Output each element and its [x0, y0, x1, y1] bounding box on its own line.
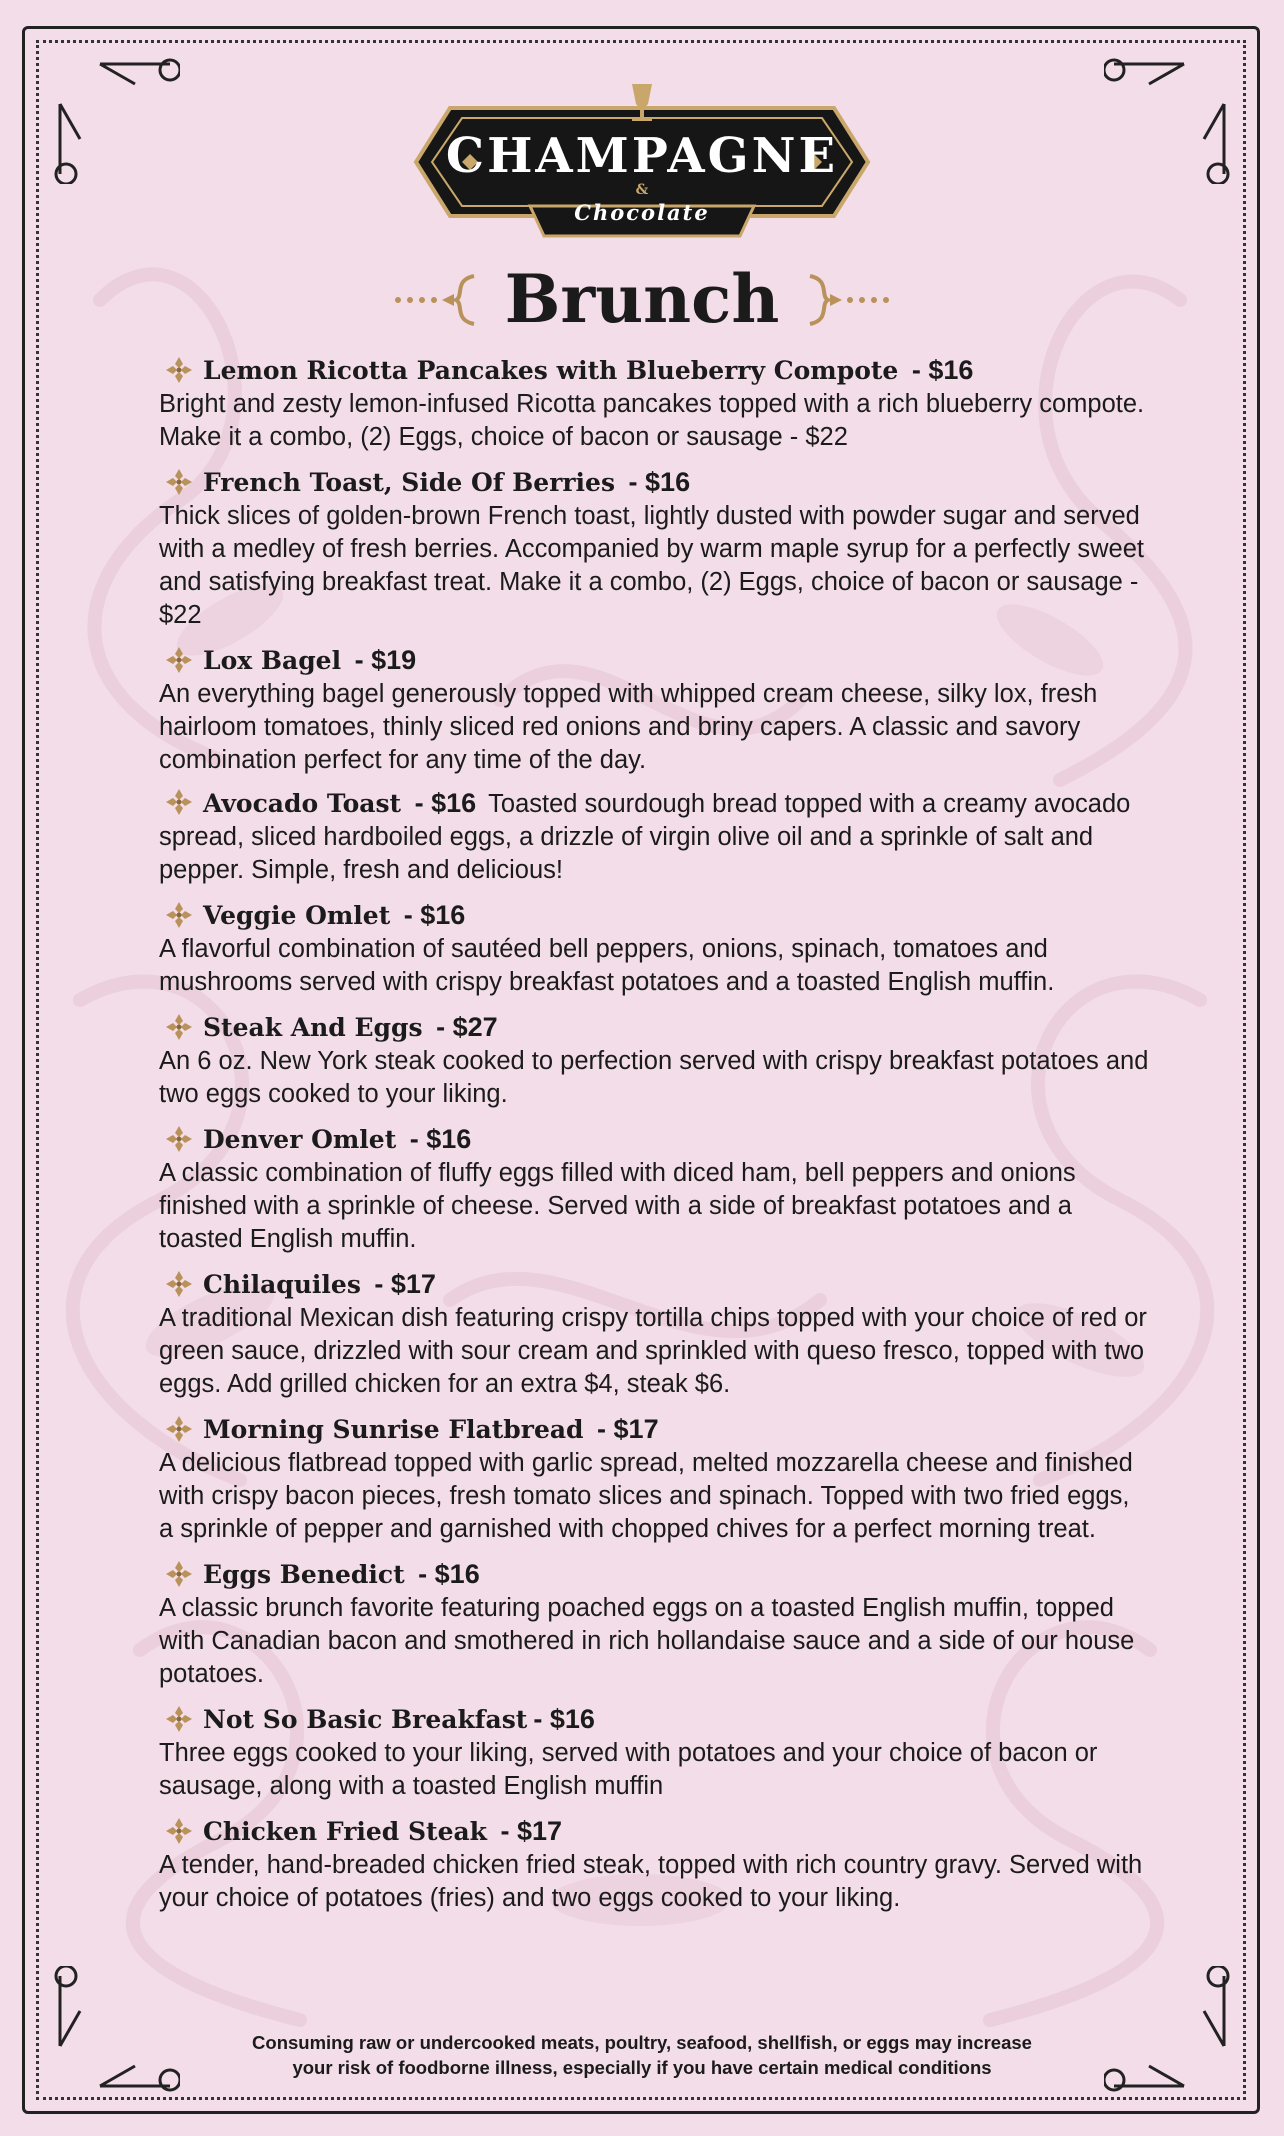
fleur-bullet-icon: [165, 788, 193, 816]
item-price: - $19: [347, 644, 417, 675]
menu-item: [159, 1266, 1149, 1401]
section-title: Brunch: [504, 260, 780, 338]
item-name: Morning Sunrise Flatbread: [203, 1414, 584, 1444]
item-name: Veggie Omlet: [203, 900, 391, 930]
corner-ornament-bottom-left: [40, 1966, 180, 2106]
item-price: - $16: [407, 788, 477, 818]
item-name: Lox Bagel: [203, 645, 342, 675]
item-price: - $17: [493, 1815, 563, 1846]
item-description: Bright and zesty lemon-infused Ricotta pancakes topped with a rich blueberry compote. Make it a combo, (2) Eggs, choice of bacon or sausage - $22: [159, 390, 1145, 451]
item-description: A traditional Mexican dish featuring crispy tortilla chips topped with your choice of red or green sauce, drizzled with sour cream and sprinkled with queso fresco, topped with two eggs. Add grilled chicken for an extra $4, steak $6.: [159, 1304, 1147, 1398]
corner-ornament-top-right: [1104, 44, 1244, 184]
item-price: - $17: [366, 1268, 436, 1299]
item-price: - $16: [621, 466, 691, 497]
brand-name: CHAMPAGNE: [445, 128, 839, 184]
item-description: An 6 oz. New York steak cooked to perfection served with crispy breakfast potatoes and two eggs cooked to your liking.: [159, 1047, 1149, 1108]
brand-logo: [410, 78, 874, 246]
item-price: - $16: [533, 1703, 595, 1734]
item-description: Toasted sourdough bread topped with a creamy avocado spread, sliced hardboiled eggs, a drizzle of virgin olive oil and a sprinkle of salt and pepper. Simple, fresh and delicious!: [159, 790, 1131, 884]
item-name: Chicken Fried Steak: [203, 1816, 487, 1846]
menu-item: [159, 1701, 1149, 1803]
menu-item: [159, 1009, 1149, 1111]
item-price: - $17: [589, 1413, 659, 1444]
fleur-bullet-icon: [165, 646, 193, 674]
item-price: - $16: [402, 1123, 472, 1154]
brand-ampersand: &: [635, 182, 649, 198]
fleur-bullet-icon: [165, 1415, 193, 1443]
item-description: A classic brunch favorite featuring poached eggs on a toasted English muffin, topped with Canadian bacon and smothered in rich hollandaise sauce and a side of our house potatoes.: [159, 1594, 1135, 1688]
item-description: A classic combination of fluffy eggs filled with diced ham, bell peppers and onions finished with a sprinkle of cheese. Served with a side of breakfast potatoes and a toasted English muffin.: [159, 1159, 1076, 1253]
fleur-bullet-icon: [165, 1270, 193, 1298]
item-description: Three eggs cooked to your liking, served with potatoes and your choice of bacon or sausage, along with a toasted English muffin: [159, 1739, 1098, 1800]
menu-item: [159, 1411, 1149, 1546]
item-name: Lemon Ricotta Pancakes with Blueberry Compote: [203, 355, 899, 385]
fleur-bullet-icon: [165, 1705, 193, 1733]
fleur-bullet-icon: [165, 1125, 193, 1153]
fleur-bullet-icon: [165, 1817, 193, 1845]
brand-subtitle: Chocolate: [574, 200, 710, 225]
item-name: Chilaquiles: [203, 1269, 361, 1299]
item-name: Avocado Toast: [203, 789, 402, 818]
item-price: - $27: [428, 1011, 498, 1042]
corner-ornament-bottom-right: [1104, 1966, 1244, 2106]
title-flourish-right-icon: [802, 270, 892, 330]
menu-item: [159, 642, 1149, 777]
item-description: An everything bagel generously topped with whipped cream cheese, silky lox, fresh hairloom tomatoes, thinly sliced red onions and briny capers. A classic and savory combination perfect for any time of the day.: [159, 680, 1098, 774]
menu-item: [159, 1556, 1149, 1691]
menu-item: [159, 897, 1149, 999]
item-price: - $16: [410, 1558, 480, 1589]
corner-ornament-top-left: [40, 44, 180, 184]
item-description: Thick slices of golden-brown French toast, lightly dusted with powder sugar and served with a medley of fresh berries. Accompanied by warm maple syrup for a perfectly sweet and satisfying breakfast treat. Make it a combo, (2) Eggs, choice of bacon or sausage - $22: [159, 502, 1144, 629]
item-name: Eggs Benedict: [203, 1559, 405, 1589]
item-name: Not So Basic Breakfast: [203, 1704, 528, 1734]
item-name: Steak And Eggs: [203, 1012, 423, 1042]
fleur-bullet-icon: [165, 901, 193, 929]
menu-item: [159, 1813, 1149, 1915]
item-price: - $16: [396, 899, 466, 930]
disclaimer-line-1: Consuming raw or undercooked meats, poultry, seafood, shellfish, or eggs may increase: [252, 2032, 1032, 2053]
fleur-bullet-icon: [165, 356, 193, 384]
item-description: A delicious flatbread topped with garlic spread, melted mozzarella cheese and finished with crispy bacon pieces, fresh tomato slices and spinach. Topped with two fried eggs, a sprinkle of pepper and garnished with chopped chives for a perfect morning treat.: [159, 1449, 1133, 1543]
fleur-bullet-icon: [165, 1013, 193, 1041]
fleur-bullet-icon: [165, 1560, 193, 1588]
menu-list: [159, 352, 1149, 1925]
menu-item: [159, 1121, 1149, 1256]
health-disclaimer: [160, 2030, 1124, 2080]
disclaimer-line-2: your risk of foodborne illness, especially if you have certain medical conditions: [292, 2057, 992, 2078]
fleur-bullet-icon: [165, 468, 193, 496]
menu-item: [159, 352, 1149, 454]
menu-item: [159, 787, 1149, 887]
item-description: A flavorful combination of sautéed bell peppers, onions, spinach, tomatoes and mushrooms served with crispy breakfast potatoes and a toasted English muffin.: [159, 935, 1055, 996]
item-description: A tender, hand-breaded chicken fried steak, topped with rich country gravy. Served with your choice of potatoes (fries) and two eggs cooked to your liking.: [159, 1851, 1143, 1912]
item-name: French Toast, Side Of Berries: [203, 467, 616, 497]
menu-item: [159, 464, 1149, 632]
item-name: Denver Omlet: [203, 1124, 397, 1154]
item-price: - $16: [904, 354, 974, 385]
section-header: [392, 256, 892, 346]
